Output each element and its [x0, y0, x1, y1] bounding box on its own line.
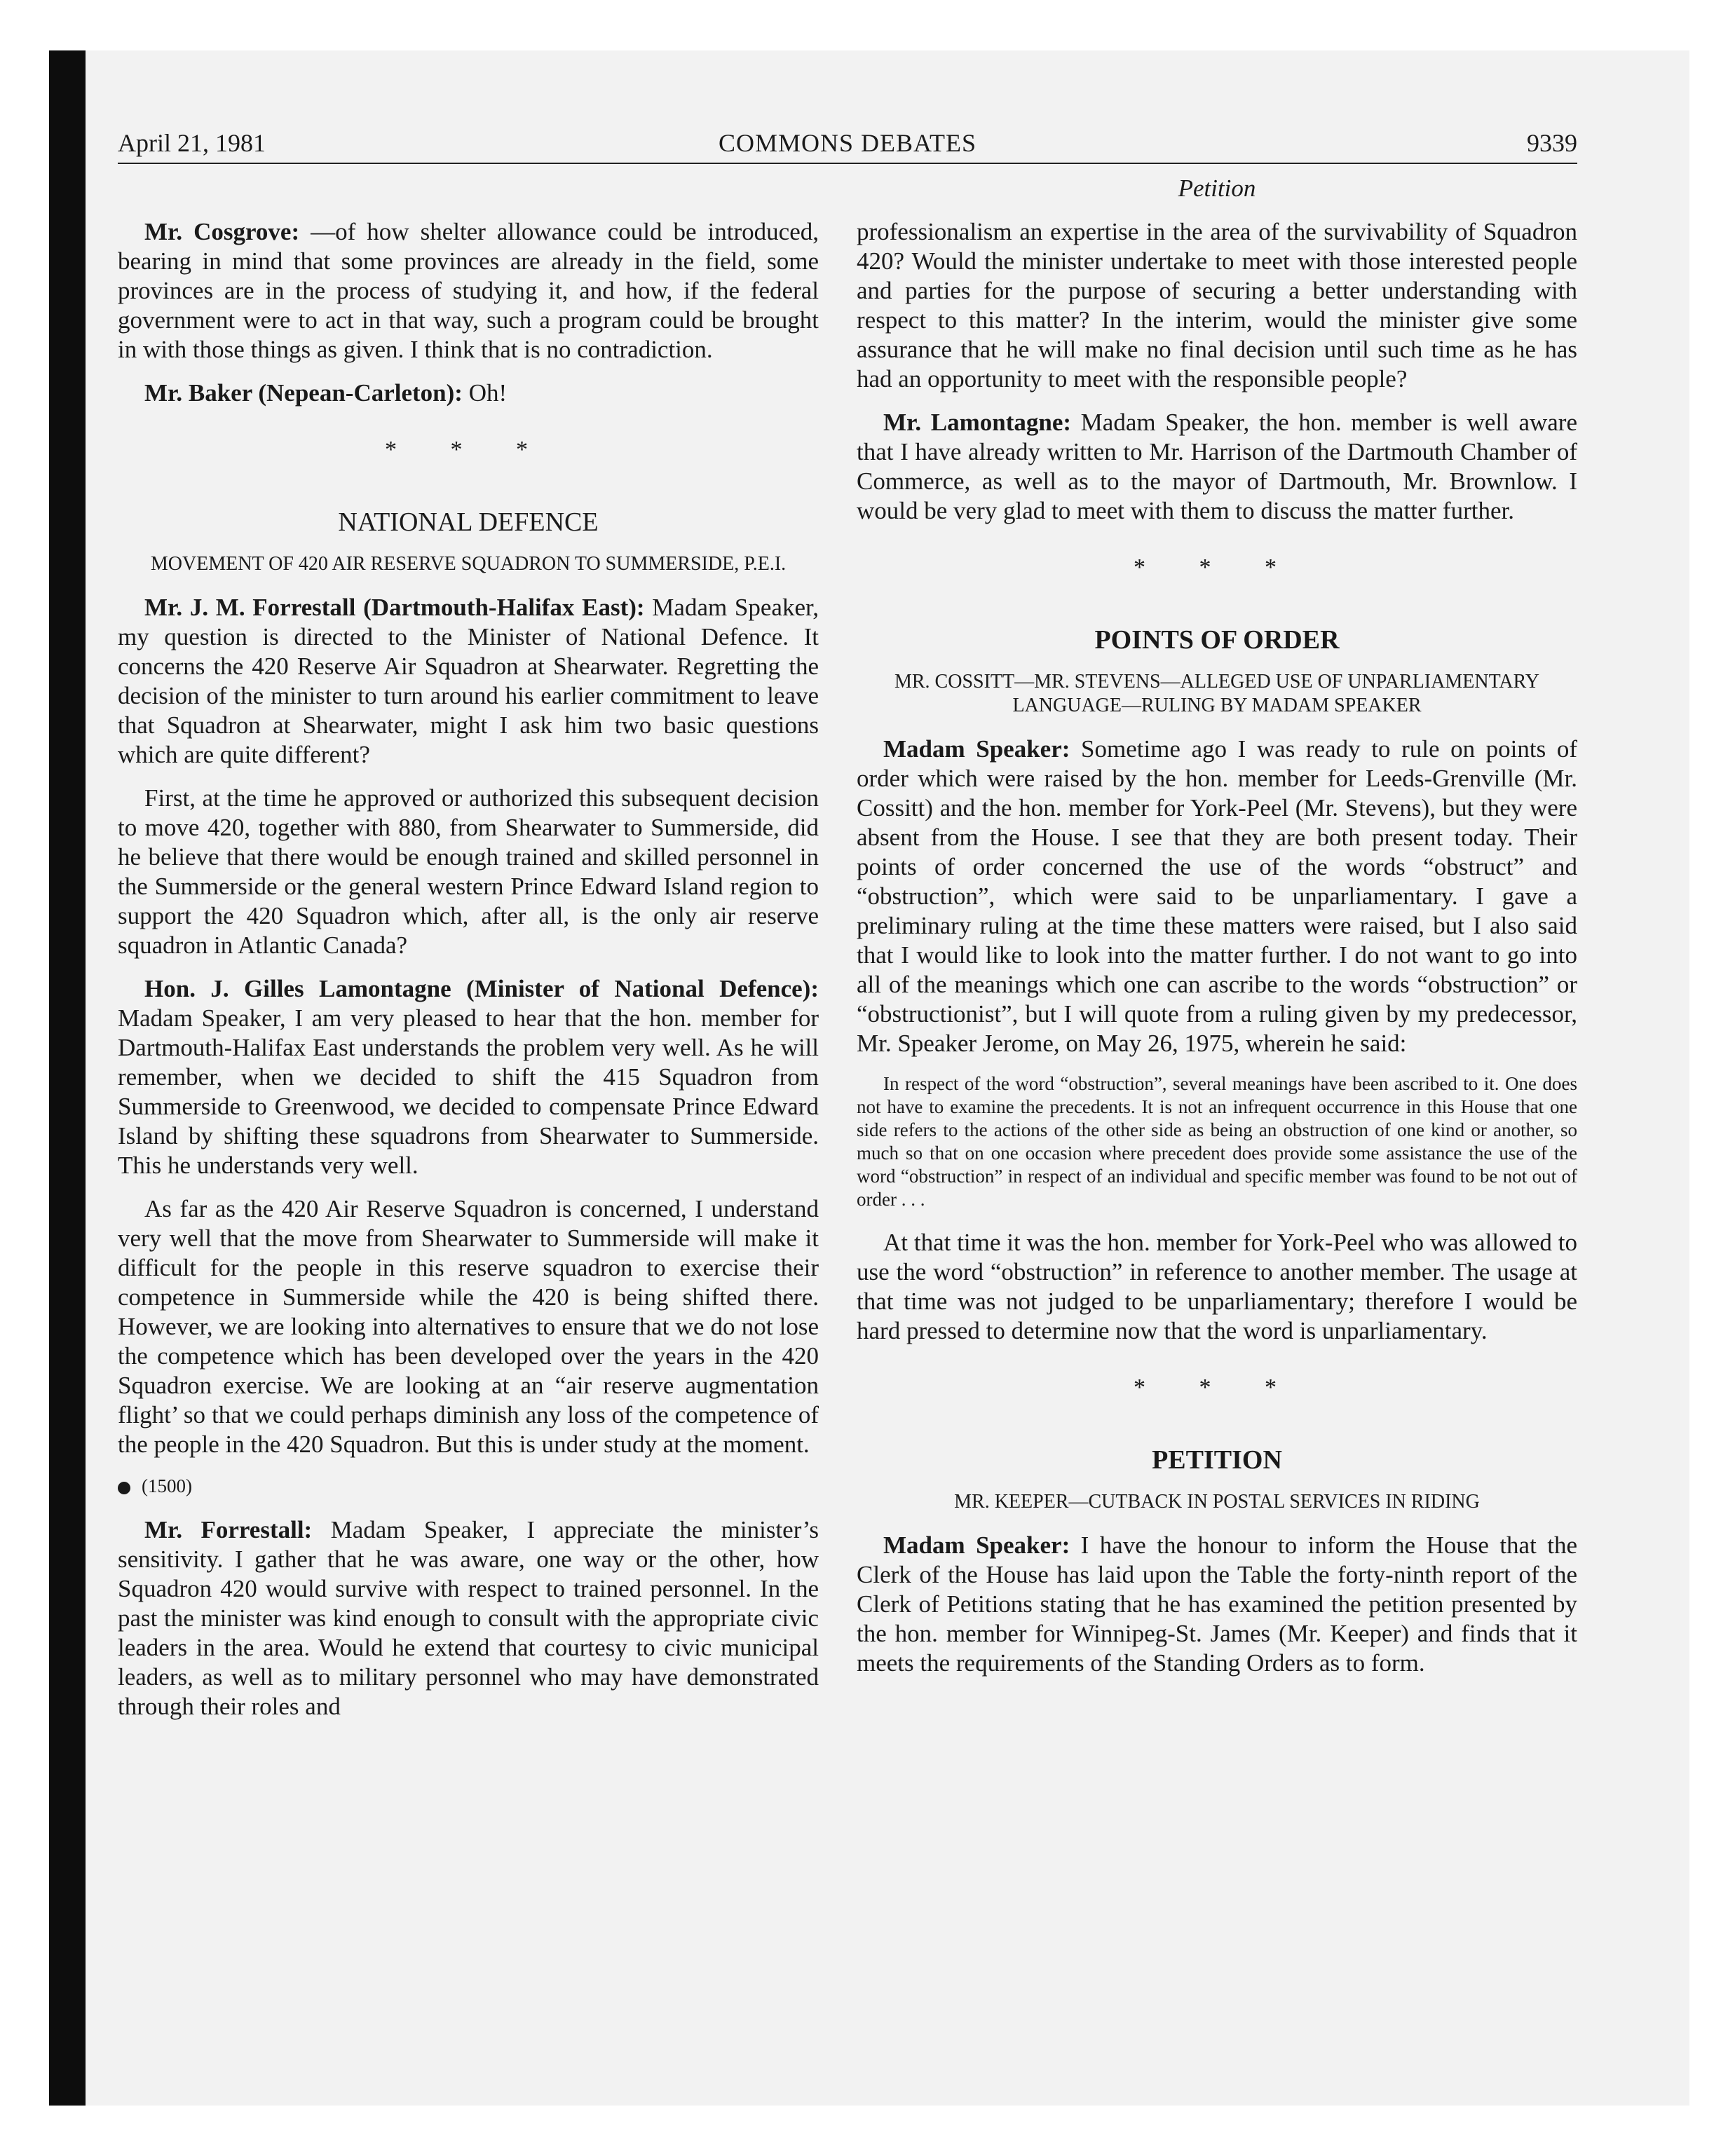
header-page-number: 9339 [1527, 129, 1577, 157]
header-publication: COMMONS DEBATES [718, 129, 977, 157]
section-title: PETITION [1152, 1445, 1282, 1475]
section-separator: * * * [385, 437, 552, 463]
paragraph-text: Madam Speaker, the hon. member is well aware that I have already written to Mr. Harrison of the Dartmouth Chamber of Commerce, as well as to the mayor of Dartmouth, Mr. Brownlow. I would be very glad to meet with them to discuss the matter further. [857, 409, 1577, 524]
paragraph-text: Madam Speaker, I am very pleased to hear that the hon. member for Dartmouth-Halifax East understands the problem very well. As he will remember, when we decided to shift the 415 Squadron from Summerside to Greenwood, we decided to compensate Prince Edward Island by shifting these squadrons from Shearwater to Summerside. This he understands very well. [118, 1004, 819, 1179]
running-head: Petition [1178, 175, 1256, 202]
section-subhead: MR. KEEPER—CUTBACK IN POSTAL SERVICES IN RIDING [954, 1491, 1480, 1513]
paragraph: As far as the 420 Air Reserve Squadron is concerned, I understand very well that the move from Shearwater to Summerside will make it difficult for the people in this reserve squadron to exercise their competence in Summerside while the 420 is being shifted there. However, we are looking into alternatives to ensure that we do not lose the competence which has been developed over the years in the 420 Squadron exercise. We are looking at an “air reserve augmentation flight’ so that we could perhaps diminish any loss of the competence of the people in the 420 Squadron. But this is under study at the moment. [118, 1195, 819, 1458]
paragraph [857, 735, 1577, 1058]
speaker-name: Mr. Baker (Nepean-Carleton): [144, 379, 463, 407]
section-subhead: MOVEMENT OF 420 AIR RESERVE SQUADRON TO SUMMERSIDE, P.E.I. [150, 553, 787, 575]
quote-text: In respect of the word “obstruction”, several meanings have been ascribed to it. One does not have to examine the precedents. It is not an infrequent occurrence in this House that one side refers to the actions of the other side as being an obstruction of one kind or another, so much so that on one occasion where precedent does provide some assistance the use of the word “obstruction” in respect of an individual and specific member was found to be not out of order . . . [857, 1073, 1577, 1210]
section-title: NATIONAL DEFENCE [338, 507, 599, 537]
section-separator: * * * [1134, 1374, 1300, 1400]
paragraph-text: Sometime ago I was ready to rule on points of order which were raised by the hon. member for Leeds-Grenville (Mr. Cossitt) and the hon. member for York-Peel (Mr. Stevens), but they were absent from the House. I see that they are both present today. Their points of order concerned the use of the words “obstruct” and “obstruction”, which were said to be unparliamentary. I gave a preliminary ruling at the time these matters were raised, but I also said that I would like to look into the matter further. I do not want to go into all of the meanings which one can ascribe to the words “obstruction” or “obstructionist”, but I will quote from a ruling given by my predecessor, Mr. Speaker Jerome, on May 26, 1975, wherein he said: [857, 735, 1577, 1057]
page-header [118, 125, 1577, 161]
speaker-name: Mr. Cosgrove: [144, 218, 300, 245]
speaker-name: Mr. Forrestall: [144, 1516, 313, 1543]
bullet-icon [118, 1482, 130, 1494]
paragraph [857, 1531, 1577, 1678]
binding-edge [49, 50, 86, 2106]
header-date: April 21, 1981 [118, 129, 266, 157]
paragraph-text: I have the honour to inform the House that the Clerk of the House has laid upon the Table the forty-ninth report of the Clerk of Petitions stating that he has examined the petition presented by the hon. member for Winnipeg-St. James (Mr. Keeper) and finds that it meets the requirements of the Standing Orders as to form. [857, 1531, 1577, 1677]
speaker-name: Hon. J. Gilles Lamontagne (Minister of National Defence): [144, 975, 819, 1002]
section-title: POINTS OF ORDER [1094, 625, 1340, 655]
speaker-name: Mr. J. M. Forrestall (Dartmouth-Halifax East): [144, 594, 645, 621]
speaker-name: Madam Speaker: [883, 735, 1070, 763]
paragraph-text: Madam Speaker, I appreciate the minister’s sensitivity. I gather that he was aware, one way or the other, how Squadron 420 would survive with respect to trained personnel. In the past the minister was kind enough to consult with the appropriate civic leaders in the area. Would he extend that courtesy to civic municipal leaders, as well as to military personnel who may have demonstrated through their roles and [118, 1516, 819, 1720]
paragraph [118, 217, 819, 364]
right-column [857, 217, 1577, 1692]
paragraph [118, 974, 819, 1180]
paragraph-text: —of how shelter allowance could be introduced, bearing in mind that some provinces are already in the field, some provinces are in the process of studying it, and how, if the federal government were to act in that way, such a program could be brought in with those things as given. I think that is no contradiction. [118, 218, 819, 363]
paragraph: professionalism an expertise in the area of the survivability of Squadron 420? Would the minister undertake to meet with those interested people and parties for the purpose of securing a better understanding with respect to this matter? In the interim, would the minister give some assurance that he will make no final decision until such time as he has had an opportunity to meet with the responsible people? [857, 218, 1577, 393]
speaker-name: Mr. Lamontagne: [883, 409, 1072, 436]
paragraph-text: Oh! [462, 379, 508, 407]
paragraph [857, 408, 1577, 526]
paragraph [118, 378, 819, 408]
paragraph-text: Madam Speaker, my question is directed to the Minister of National Defence. It concerns the 420 Reserve Air Squadron at Shearwater. Regretting the decision of the minister to turn around his earlier commitment to leave that Squadron at Shearwater, might I ask him two basic questions which are quite different? [118, 594, 819, 768]
timestamp-text: (1500) [142, 1475, 192, 1496]
paragraph [118, 593, 819, 770]
timestamp [118, 1473, 819, 1499]
section-subhead: MR. COSSITT—MR. STEVENS—ALLEGED USE OF UNPARLIAMENTARY LANGUAGE—RULING BY MADAM SPEAKER [894, 671, 1540, 716]
speaker-name: Madam Speaker: [883, 1531, 1070, 1559]
block-quote [857, 1072, 1577, 1211]
header-rule [118, 163, 1577, 164]
left-column [118, 217, 819, 1735]
paragraph [118, 1515, 819, 1721]
paragraph: At that time it was the hon. member for York-Peel who was allowed to use the word “obstruction” in reference to another member. The usage at that time was not judged to be unparliamentary; therefore I would be hard pressed to determine now that the word is unparliamentary. [857, 1229, 1577, 1344]
section-separator: * * * [1134, 554, 1300, 580]
paragraph: First, at the time he approved or authorized this subsequent decision to move 420, together with 880, from Shearwater to Summerside, did he believe that there would be enough trained and skilled personnel in the Summerside or the general western Prince Edward Island region to support the 420 Squadron which, after all, is the only air reserve squadron in Atlantic Canada? [118, 784, 819, 959]
